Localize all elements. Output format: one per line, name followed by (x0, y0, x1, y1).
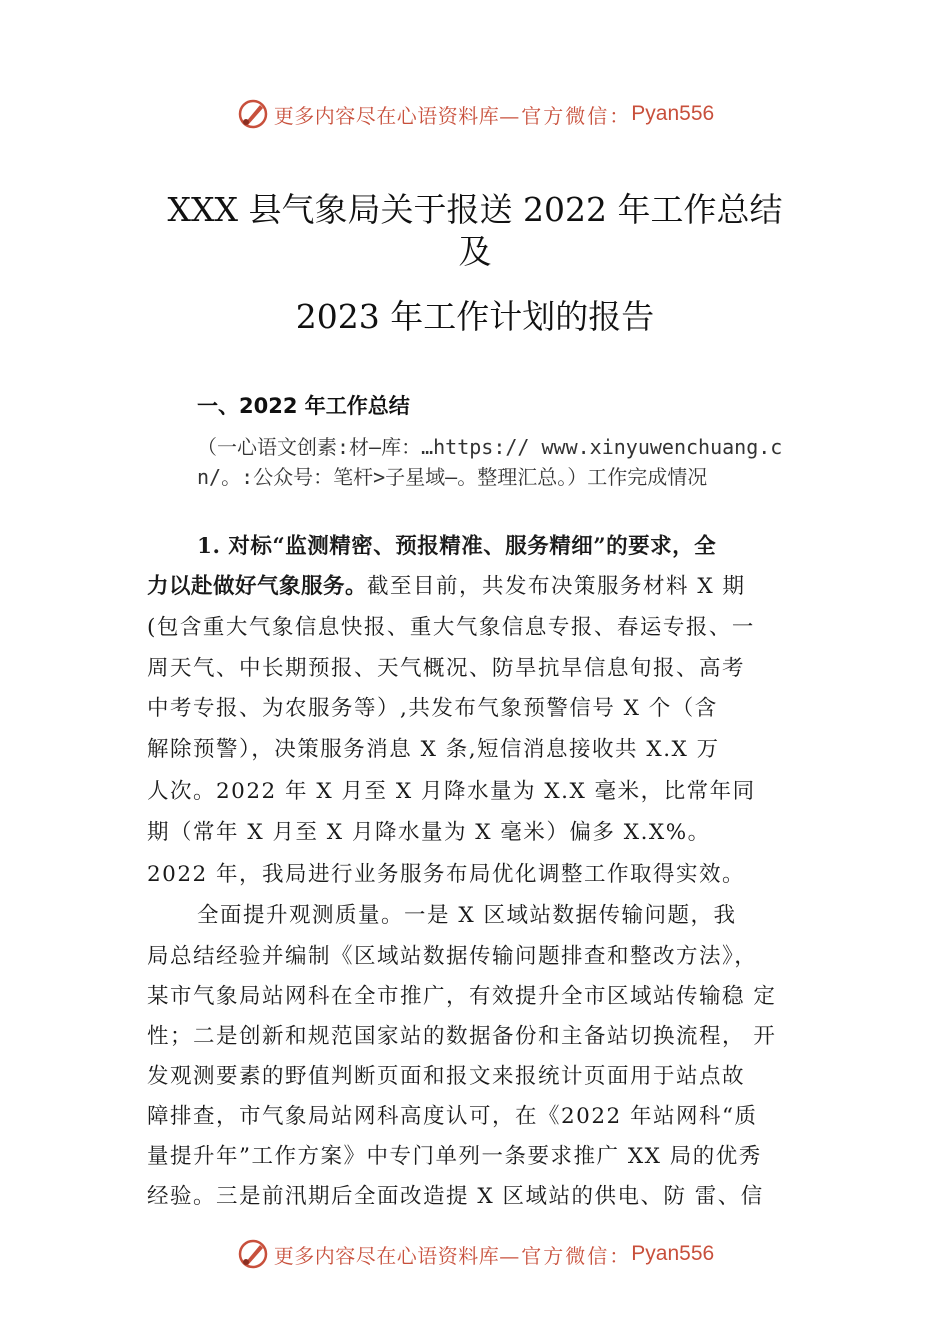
para2-line-5: 发观测要素的野值判断页面和报文来报统计页面用于站点故 (147, 1064, 746, 1089)
document-title-line-2: 及 (458, 232, 492, 271)
source-note: （一心语文创素:材—库：…https:// www.xinyuwenchuang.cn/。:公众号：笔杆>子星域—。整理汇总。）工作完成情况 (197, 435, 783, 489)
para2-line-4: 性；二是创新和规范国家站的数据备份和主备站切换流程， 开 (147, 1024, 777, 1049)
footer-site-name: 更多内容尽在心语资料库 (273, 1243, 500, 1268)
para1-line-1: 1. 对标“监测精密、预报精准、服务精细”的要求，全 (197, 534, 717, 559)
para2-line-1: 全面提升观测质量。一是 X 区域站数据传输问题，我 (197, 903, 737, 928)
para2-line-6: 障排查，市气象局站网科高度认可，在《2022 年站网科“质 (147, 1104, 758, 1129)
para1-line-2-text: 截至目前，共发布决策服务材料 X 期 (367, 574, 746, 599)
section-heading: 一、2022 年工作总结 (197, 394, 410, 418)
para1-line-2 (147, 572, 837, 602)
para1-line-4: 周天气、中长期预报、天气概况、防旱抗旱信息旬报、高考 (147, 656, 746, 681)
banner-wechat-id: Pyan556 (631, 102, 715, 125)
para2-line-2: 局总结经验并编制《区域站数据传输问题排查和整改方法》， (147, 944, 758, 969)
brush-logo-icon (236, 1237, 270, 1271)
para1-line-5: 中考专报、为农服务等）,共发布气象预警信号 X 个（含 (147, 696, 718, 721)
para1-line-6: 解除预警），决策服务消息 X 条,短信消息接收共 X.X 万 (147, 737, 720, 762)
para1-bold-lead: 力以赴做好气象服务。 (147, 574, 368, 599)
para2-line-8: 经验。三是前汛期后全面改造提 X 区域站的供电、防 雷、信 (147, 1184, 764, 1209)
para1-line-3: (包含重大气象信息快报、重大气象信息专报、春运专报、一 (147, 615, 755, 640)
banner-wechat-label: —官方微信： (499, 103, 632, 128)
banner-site-name: 更多内容尽在心语资料库 (273, 103, 500, 128)
document-title-line-3: 2023 年工作计划的报告 (295, 297, 655, 336)
brush-logo-icon (236, 97, 270, 131)
footer-banner (0, 1234, 950, 1274)
para2-line-7: 量提升年”工作方案》中专门单列一条要求推广 XX 局的优秀 (147, 1144, 762, 1169)
para1-line-9: 2022 年，我局进行业务服务布局优化调整工作取得实效。 (147, 862, 746, 887)
footer-wechat-id: Pyan556 (631, 1242, 715, 1265)
para1-line-8: 期（常年 X 月至 X 月降水量为 X 毫米）偏多 X.X%。 (147, 820, 711, 845)
para1-line-7: 人次。2022 年 X 月至 X 月降水量为 X.X 毫米，比常年同 (147, 779, 756, 804)
footer-wechat-label: —官方微信： (499, 1243, 632, 1268)
header-banner (0, 94, 950, 134)
para2-line-3: 某市气象局站网科在全市推广，有效提升全市区域站传输稳 定 (147, 984, 777, 1009)
document-title-line-1: XXX 县气象局关于报送 2022 年工作总结 (167, 190, 783, 229)
